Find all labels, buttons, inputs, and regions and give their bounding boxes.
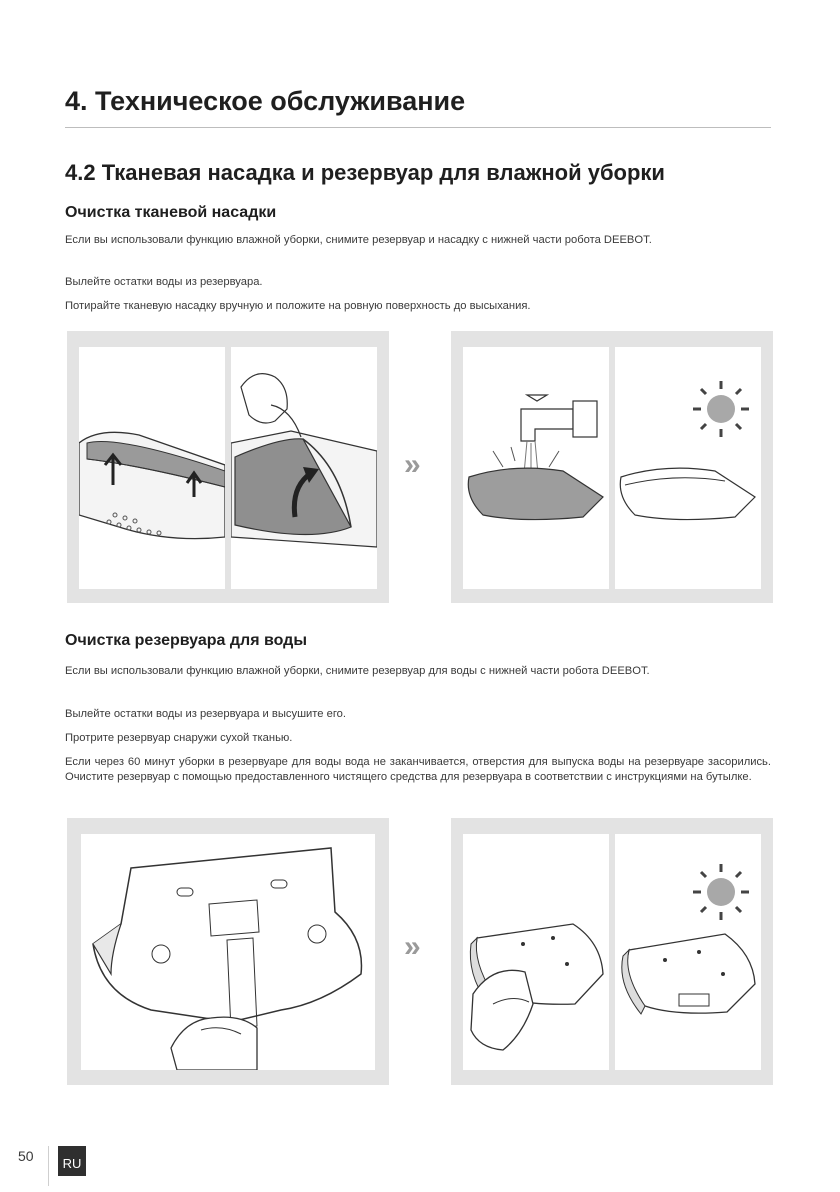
footer-divider — [48, 1146, 49, 1186]
illustration-frame — [231, 347, 377, 589]
illustration-remove-tank — [67, 818, 389, 1085]
illustration-frame — [463, 347, 609, 589]
illustration-frame — [81, 834, 375, 1070]
illustration-frame — [463, 834, 609, 1070]
page-number: 50 — [18, 1148, 34, 1164]
illustration-remove-cloth — [67, 331, 389, 603]
illustration-frame — [615, 834, 761, 1070]
illustration-frame — [79, 347, 225, 589]
illustration-wipe-dry-tank — [451, 818, 773, 1085]
tank-paragraph: Если вы использовали функцию влажной уборки, снимите резервуар для воды с нижней части робота DEEBOT. — [65, 665, 650, 677]
tank-drying-drawing — [615, 834, 761, 1070]
language-badge: RU — [58, 1146, 86, 1176]
chapter-divider — [65, 127, 771, 128]
cloth-washing-drawing — [463, 347, 609, 589]
sun-icon — [693, 381, 749, 437]
cloth-paragraph: Если вы использовали функцию влажной уборки, снимите резервуар и насадку с нижней части робота DEEBOT. — [65, 234, 652, 246]
section-title: 4.2 Тканевая насадка и резервуар для влажной уборки — [65, 160, 665, 185]
tank-paragraph: Вылейте остатки воды из резервуара и высушите его. — [65, 708, 347, 720]
cloth-drying-drawing — [615, 347, 761, 589]
tank-removal-drawing — [81, 834, 375, 1070]
robot-underside-drawing — [79, 347, 225, 589]
cloth-paragraph: Потирайте тканевую насадку вручную и положите на ровную поверхность до высыхания. — [65, 300, 531, 312]
cloth-peel-drawing — [231, 347, 377, 589]
illustration-wash-dry-cloth — [451, 331, 773, 603]
illustration-frame — [615, 347, 761, 589]
tank-cleaning-heading: Очистка резервуара для воды — [65, 632, 307, 649]
hand-icon — [171, 1017, 257, 1070]
chapter-title: 4. Техническое обслуживание — [65, 86, 466, 116]
tank-wiping-drawing — [463, 834, 609, 1070]
cloth-cleaning-heading: Очистка тканевой насадки — [65, 204, 277, 221]
hand-icon — [241, 374, 301, 437]
cloth-paragraph: Вылейте остатки воды из резервуара. — [65, 276, 263, 288]
tank-paragraph: Протрите резервуар снаружи сухой тканью. — [65, 732, 293, 744]
tank-paragraph: Если через 60 минут уборки в резервуаре для воды вода не заканчивается, отверстия для выпуска воды на резервуаре засорились. Очистите резервуар с помощью предоставленного чистящего средства для резервуара в соответствии с инструкциями на бутылке. — [65, 756, 771, 783]
next-step-arrow-icon: » — [404, 930, 413, 963]
next-step-arrow-icon: » — [404, 448, 413, 481]
sun-icon — [693, 864, 749, 920]
